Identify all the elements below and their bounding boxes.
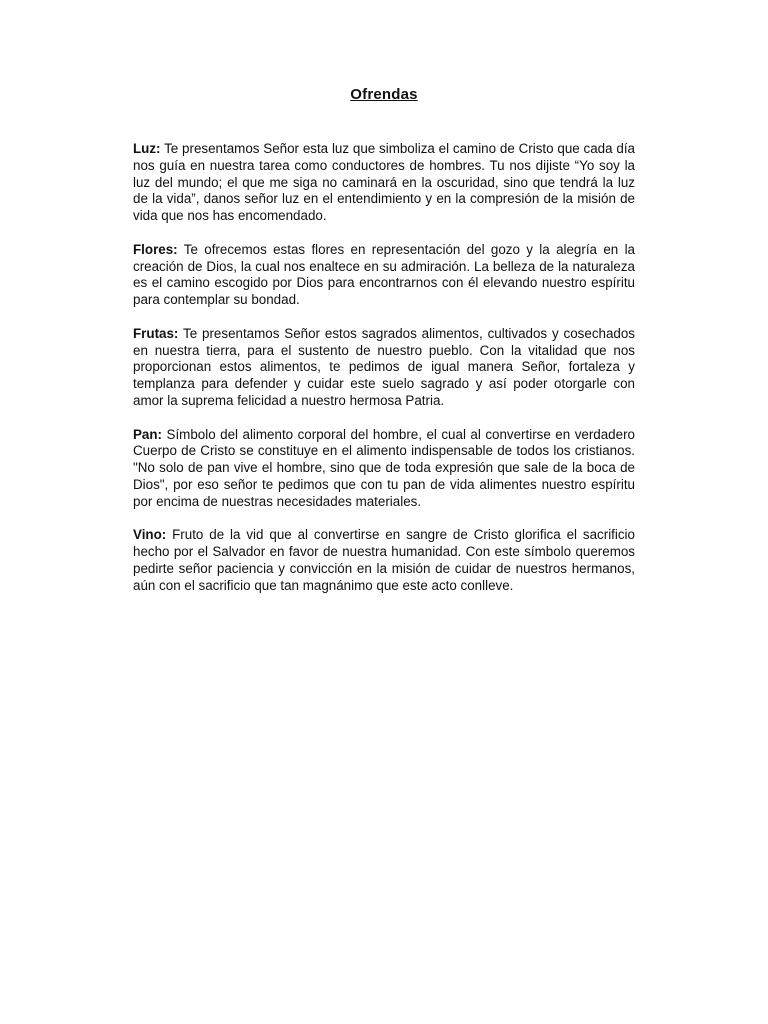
paragraph-vino [133, 527, 635, 594]
paragraph-text: Símbolo del alimento corporal del hombre, el cual al convertirse en verdadero Cuerpo de Cristo se constituye en el alimento indispensable de todos los cristianos. "No solo de pan vive el hombre, sino que de toda expresión que sale de la boca de Dios", por eso señor te pedimos que con tu pan de vida alimentes nuestro espíritu por encima de nuestras necesidades materiales. [133, 426, 635, 509]
paragraph-text: Te presentamos Señor esta luz que simboliza el camino de Cristo que cada día nos guía en nuestra tarea como conductores de hombres. Tu nos dijiste “Yo soy la luz del mundo; el que me siga no caminará en la oscuridad, sino que tendrá la luz de la vida”, danos señor luz en el entendimiento y en la compresión de la misión de vida que nos has encomendado. [133, 141, 635, 224]
paragraph-luz [133, 141, 635, 225]
paragraph-term: Pan: [133, 426, 163, 442]
document-body [133, 141, 635, 611]
paragraph-text: Te presentamos Señor estos sagrados alimentos, cultivados y cosechados en nuestra tierra, para el sustento de nuestro pueblo. Con la vitalidad que nos proporcionan estos alimentos, te pedimos de igual manera Señor, fortaleza y templanza para defender y cuidar este suelo sagrado y así poder otorgarle con amor la suprema felicidad a nuestro hermosa Patria. [133, 325, 635, 408]
paragraph-pan [133, 427, 635, 511]
paragraph-term: Frutas: [133, 325, 179, 341]
paragraph-term: Flores: [133, 241, 178, 257]
paragraph-term: Luz: [133, 141, 161, 156]
paragraph-text: Fruto de la vid que al convertirse en sangre de Cristo glorifica el sacrificio hecho por el Salvador en favor de nuestra humanidad. Con este símbolo queremos pedirte señor paciencia y convicción en la misión de cuidar de nuestros hermanos, aún con el sacrificio que tan magnánimo que este acto conlleve. [133, 527, 635, 593]
paragraph-frutas [133, 326, 635, 410]
paragraph-text: Te ofrecemos estas flores en representación del gozo y la alegría en la creación de Dios, la cual nos enaltece en su admiración. La belleza de la naturaleza es el camino escogido por Dios para encontrarnos con él elevando nuestro espíritu para contemplar su bondad. [133, 241, 636, 308]
paragraph-term: Vino: [133, 527, 167, 543]
page-title: Ofrendas [350, 86, 418, 103]
paragraph-flores [133, 242, 635, 309]
